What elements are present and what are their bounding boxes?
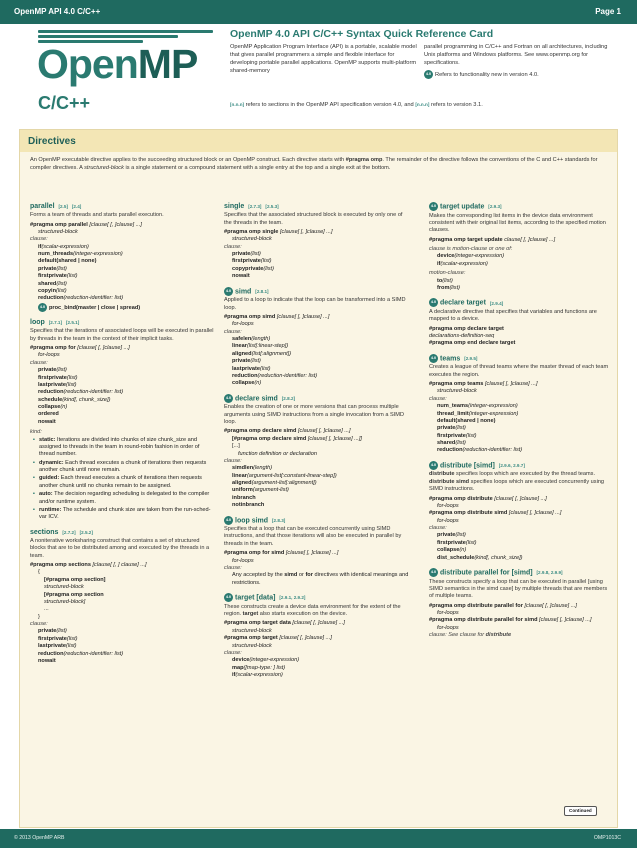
refs-note: [n.n.n] refers to sections in the OpenMP API specification version 4.0, and [n.n.n] refers to version 3.1. bbox=[230, 102, 483, 108]
clause-item: device(integer-expression) bbox=[437, 253, 505, 260]
clause-item: private(list) bbox=[38, 265, 67, 272]
directives-intro: An OpenMP executable directive applies to the succeeding structured block or an OpenMP construct. Each directive starts with #pragma omp. The remainder of the directive follows the conventions of the C and C++ standards for compiler directives. A structured-block is a single statement or a compound statement with a single entry at the top and a single exit at the bottom. bbox=[30, 157, 598, 172]
clause-item: from(list) bbox=[437, 284, 460, 291]
section-declare-target: 4.0 declare target [2.9.4] A declarative directive that specifies that variables and functions are mapped to a device. #pragma omp declare target declarations-definition-seq #pragma omp end declare target bbox=[429, 299, 597, 347]
clause-item: ordered bbox=[38, 411, 59, 418]
new-badge-icon: 4.0 bbox=[224, 516, 233, 525]
section-parallel: parallel [2.5] [2.4] Forms a team of threads and starts parallel execution. #pragma omp parallel [clause[ [, ]clause] ...] structured-block clause: if(scalar-expression) num_threads(integer-expression) default(shared | none) private(list) firstprivate(list) shared(list) copyin(list) reduction(reduction-identifier: list) 4.0 proc_bind(master | close | spread) bbox=[30, 202, 214, 312]
clause-item: device(integer-expression) bbox=[232, 657, 300, 664]
clause-list bbox=[429, 278, 613, 293]
clause-item: collapse(n) bbox=[437, 547, 467, 554]
column-3 bbox=[429, 202, 613, 646]
clause-item: lastprivate(list) bbox=[38, 381, 77, 388]
new-badge-icon: 4.0 bbox=[38, 303, 47, 312]
clause-item: reduction(reduction-identifier: list) bbox=[38, 650, 124, 657]
top-bar-title: OpenMP API 4.0 C/C++ bbox=[14, 6, 101, 16]
clause-item: firstprivate(list) bbox=[38, 635, 78, 642]
clause-item: map([map-type: ] list) bbox=[232, 664, 286, 671]
kind-item: ▪ static: Iterations are divided into chunks of size chunk_size and assigned to threads in the team in round-robin fashion in order of thread number. bbox=[33, 437, 214, 459]
top-bar bbox=[0, 0, 637, 24]
clause-item: private(list) bbox=[437, 532, 466, 539]
language-label: C/C++ bbox=[38, 93, 91, 113]
clause-item: private(list) bbox=[38, 367, 67, 374]
clause-item: private(list) bbox=[232, 251, 261, 258]
clause-item: shared(list) bbox=[437, 440, 466, 447]
clause-item: nowait bbox=[232, 273, 250, 280]
new-badge-icon: 4.0 bbox=[429, 354, 438, 363]
clause-list bbox=[224, 465, 410, 509]
column-2 bbox=[224, 202, 410, 685]
clause-item: aligned(list[:alignment]) bbox=[232, 350, 292, 357]
directives-title: Directives bbox=[20, 130, 617, 152]
clause-item: firstprivate(list) bbox=[437, 432, 477, 439]
kind-item: ▪ dynamic: Each thread executes a chunk of iterations then requests another chunk until none remain. bbox=[33, 460, 214, 475]
clause-item: reduction(reduction-identifier: list) bbox=[38, 389, 124, 396]
continued-label: Continued bbox=[564, 806, 597, 816]
clause-list bbox=[429, 253, 613, 268]
clause-item: dist_schedule(kind[, chunk_size]) bbox=[437, 554, 523, 561]
clause-item: num_teams(integer-expression) bbox=[437, 403, 518, 410]
kind-item: ▪ auto: The decision regarding scheduling is delegated to the compiler and/or runtime system. bbox=[33, 491, 214, 506]
clause-list bbox=[224, 657, 410, 679]
new-badge-icon: 4.0 bbox=[224, 287, 233, 296]
clause-item: reduction(reduction-identifier: list) bbox=[38, 295, 124, 302]
clause-item: to(list) bbox=[437, 277, 453, 284]
clause-list bbox=[224, 336, 410, 388]
section-loop-simd: 4.0 loop simd [2.8.3] Specifies that a loop that can be executed concurrently using SIMD instructions, and that those iterations will also be executed in parallel by threads in the team. #pragma omp for simd [clause[ [, ]clause] ...] for-loops clause: Any accepted by the simd or for directives with identical meanings and restrictions. bbox=[224, 516, 409, 586]
clause-item: nowait bbox=[38, 418, 56, 425]
kind-item: ▪ guided: Each thread executes a chunk of iterations then requests another chunk until no chunks remain to be assigned. bbox=[33, 475, 214, 490]
section-target-update: 4.0 target update [2.9.3] Makes the corresponding list items in the device data environment consistent with their original list items, according to the specified motion clauses. #pragma omp target update clause[ [, ]clause] ...] clause is motion-clause or one of: device(integer-expression) if(scalar-expression) motion-clause: to(list) from(list) bbox=[429, 202, 613, 292]
openmp-logo bbox=[34, 28, 222, 120]
clause-item: shared(list) bbox=[38, 280, 67, 287]
intro-right: parallel programming in C/C++ and Fortran on all architectures, including Unix platforms and Windows platforms. See www.openmp.org for specifications. 4.0 Refers to functionality new in version 4.0. bbox=[424, 44, 608, 78]
clause-item: nowait bbox=[38, 657, 56, 664]
new-badge-icon: 4.0 bbox=[429, 298, 438, 307]
new-badge-icon: 4.0 bbox=[424, 70, 433, 79]
clause-item: reduction(reduction-identifier: list) bbox=[232, 372, 318, 379]
new-badge-icon: 4.0 bbox=[429, 568, 438, 577]
new-badge-icon: 4.0 bbox=[429, 202, 438, 211]
clause-item: collapse(n) bbox=[232, 380, 262, 387]
section-declare-simd: 4.0 declare simd [2.8.2] Enables the creation of one or more versions that can process multiple arguments using SIMD instructions from a single invocation from a SIMD loop. #pragma omp declare simd [clause[ [, ]clause] ...] [#pragma omp declare simd [clause[ [, ]clause] ...]] [...] function definition or declaration clause: simdlen(length) linear(argument-list[:constant-linear-step]) aligned(argument-list[:alignment]) uniform(argument-list) inbranch notinbranch bbox=[224, 394, 410, 510]
section-single: single [2.7.3] [2.5.3] Specifies that the associated structured block is executed by only one of the threads in the team. #pragma omp single [clause[ [, ]clause] ...] structured-block clause: private(list) firstprivate(list) copyprivate(list) nowait bbox=[224, 202, 410, 281]
doc-code: OMP1013C bbox=[593, 835, 621, 842]
clause-list bbox=[429, 403, 613, 455]
section-distribute-parallel-for: 4.0 distribute parallel for [simd] [2.9.8, 2.9.9] These constructs specify a loop that can be executed in parallel [using SIMD semantics in the simd case] by multiple threads that are members of multiple teams. #pragma omp distribute parallel for [clause[ [, ]clause] ...] for-loops #pragma omp distribute parallel for simd [clause[ [, ]clause] ...] for-loops clause: See clause for distribute bbox=[429, 569, 608, 639]
clause-item: private(list) bbox=[437, 425, 466, 432]
clause-item: private(list) bbox=[38, 628, 67, 635]
section-sections: sections [2.7.2] [2.5.2] A noniterative worksharing construct that contains a set of structured blocks that are to be distributed among and executed by the threads in a team. #pragma omp sections [clause[ [, ] clause] ...] { [#pragma omp section] structured-block [#pragma omp section structured-block] ... } clause: private(list) firstprivate(list) lastprivate(list) reduction(reduction-identifier: list) nowait bbox=[30, 528, 214, 666]
clause-list bbox=[30, 628, 214, 665]
clause-list bbox=[429, 532, 613, 562]
clause-item: collapse(n) bbox=[38, 404, 68, 411]
clause-item: firstprivate(list) bbox=[38, 273, 78, 280]
column-1 bbox=[30, 202, 214, 671]
new-badge-icon: 4.0 bbox=[224, 593, 233, 602]
clause-item: if(scalar-expression) bbox=[38, 243, 89, 250]
clause-item: copyprivate(list) bbox=[232, 265, 274, 272]
clause-item: private(list) bbox=[232, 358, 261, 365]
directives-panel bbox=[19, 129, 618, 828]
clause-item: lastprivate(list) bbox=[232, 365, 271, 372]
logo-wordmark: OpenMP bbox=[37, 41, 198, 87]
clause-item: default(shared | none) bbox=[437, 417, 496, 424]
clause-item: num_threads(integer-expression) bbox=[38, 251, 123, 258]
header bbox=[34, 28, 614, 124]
clause-item: firstprivate(list) bbox=[38, 374, 78, 381]
clause-item: lastprivate(list) bbox=[38, 643, 77, 650]
clause-item: schedule(kind[, chunk_size]) bbox=[38, 396, 111, 403]
section-simd: 4.0 simd [2.8.1] Applied to a loop to indicate that the loop can be transformed into a SIMD loop. #pragma omp simd [clause[ [, ]clause] ...] for-loops clause: safelen(length) linear(list[:linear-step]) aligned(list[:alignment]) private(list) lastprivate(list) reduction(reduction-identifier: list) collapse(n) bbox=[224, 287, 410, 388]
clause-list bbox=[30, 244, 214, 303]
clause-item: linear(argument-list[:constant-linear-step]) bbox=[232, 472, 337, 479]
clause-item: notinbranch bbox=[232, 502, 265, 509]
clause-item: aligned(argument-list[:alignment]) bbox=[232, 480, 317, 487]
kind-list bbox=[30, 437, 214, 522]
section-distribute: 4.0 distribute [simd] [2.9.6, 2.9.7] distribute specifies loops which are executed by the thread teams. distribute simd specifies loops which are executed concurrently using SIMD instructions. #pragma omp distribute [clause[ [, ]clause] ...] for-loops #pragma omp distribute simd [clause[ [, ]clause] ...] for-loops clause: private(list) firstprivate(list) collapse(n) dist_schedule(kind[, chunk_size]) bbox=[429, 461, 613, 562]
clause-item: if(scalar-expression) bbox=[232, 672, 283, 679]
clause-item: inbranch bbox=[232, 494, 256, 501]
clause-list bbox=[224, 251, 410, 281]
card-title: OpenMP 4.0 API C/C++ Syntax Quick Reference Card bbox=[230, 28, 494, 40]
clause-item: simdlen(length) bbox=[232, 465, 273, 472]
copyright: © 2013 OpenMP ARB bbox=[14, 835, 65, 842]
intro-left: OpenMP Application Program Interface (API) is a portable, scalable model that gives parallel programmers a simple and flexible interface for developing portable parallel applications. OpenMP supports multi-platform shared-memory bbox=[230, 44, 417, 74]
clause-item: default(shared | none) bbox=[38, 258, 97, 265]
footer-bar bbox=[0, 829, 637, 848]
section-target-data: 4.0 target [data] [2.9.1, 2.9.2] These constructs create a device data environment for the extent of the region. target also starts execution on the device. #pragma omp target data [clause[ [, ]clause] ...] structured-block #pragma omp target [clause[ [, ]clause] ...] structured-block clause: device(integer-expression) map([map-type: ] list) if(scalar-expression) bbox=[224, 593, 410, 679]
clause-item: safelen(length) bbox=[232, 336, 271, 343]
clause-item: firstprivate(list) bbox=[232, 258, 272, 265]
new-badge-icon: 4.0 bbox=[224, 394, 233, 403]
section-loop: loop [2.7.1] [2.5.1] Specifies that the iterations of associated loops will be executed in parallel by threads in the team in the context of their implicit tasks. #pragma omp for [clause[ [, ]clause] ...] for-loops clause: private(list) firstprivate(list) lastprivate(list) reduction(reduction-identifier: list) schedule(kind[, chunk_size]) collapse(n) ordered nowait kind: ▪ static: Iterations are divided into chunks of size chunk_size and assigned to threads in the team in round-robin fashion in order of thread number. ▪ dynamic: Each thread executes a chunk of iterations then requests another chunk until none remain. ▪ guided: Each thread executes a chunk of iterations then requests another chunk until no chunks remain to be assigned. ▪ auto: The decision regarding scheduling is delegated to the compiler and/or runtime system. ▪ runtime: The schedule and chunk size are taken from the run-sched-var ICV. bbox=[30, 318, 214, 522]
clause-item: thread_limit(integer-expression) bbox=[437, 410, 519, 417]
clause-item: uniform(argument-list) bbox=[232, 487, 289, 494]
clause-item: linear(list[:linear-step]) bbox=[232, 343, 289, 350]
kind-item: ▪ runtime: The schedule and chunk size are taken from the run-sched-var ICV. bbox=[33, 507, 214, 522]
clause-list bbox=[30, 367, 214, 426]
clause-item: reduction(reduction-identifier: list) bbox=[437, 447, 523, 454]
new-badge-icon: 4.0 bbox=[429, 461, 438, 470]
clause-item: if(scalar-expression) bbox=[437, 260, 488, 267]
page-number: Page 1 bbox=[595, 6, 621, 16]
section-teams: 4.0 teams [2.9.5] Creates a league of thread teams where the master thread of each team executes the region. #pragma omp teams [clause[ [, ]clause] ...] structured-block clause: num_teams(integer-expression) thread_limit(integer-expression) default(shared | none) private(list) firstprivate(list) shared(list) reduction(reduction-identifier: list) bbox=[429, 354, 613, 455]
clause-item: firstprivate(list) bbox=[437, 539, 477, 546]
clause-item: copyin(list) bbox=[38, 287, 67, 294]
